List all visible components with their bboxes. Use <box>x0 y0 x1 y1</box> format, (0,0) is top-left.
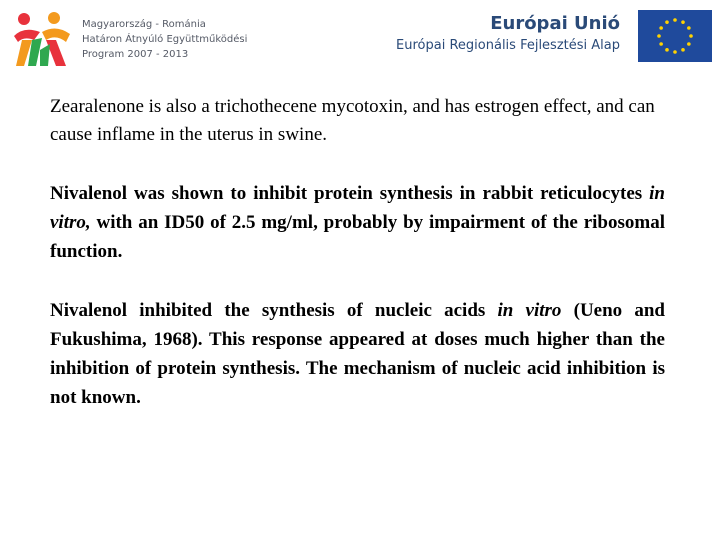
slide-content <box>50 93 665 412</box>
p3-italic: in vitro <box>497 300 562 321</box>
p2-text-b: with an ID50 of 2.5 mg/ml, probably by impairment of the ribosomal function. <box>50 212 665 262</box>
eu-star-icon <box>659 42 663 46</box>
paragraph-nivalenol-protein <box>50 179 665 266</box>
eu-star-icon <box>665 48 669 52</box>
eu-star-icon <box>657 34 661 38</box>
eu-flag-icon <box>638 10 712 62</box>
eu-star-icon <box>687 26 691 30</box>
program-line-1: Magyarország - Románia <box>82 19 206 30</box>
p2-text-a: Nivalenol was shown to inhibit protein synthesis in rabbit reticulocytes <box>50 183 650 204</box>
program-line-2: Határon Átnyúló Együttműködési <box>82 34 248 45</box>
eu-text-block <box>396 12 620 56</box>
eu-title: Európai Unió <box>490 13 620 34</box>
program-line-3: Program 2007 - 2013 <box>82 49 189 60</box>
eu-star-icon <box>681 20 685 24</box>
program-title <box>82 17 247 62</box>
page-header <box>0 0 720 72</box>
eu-star-icon <box>687 42 691 46</box>
eu-subtitle: Európai Regionális Fejlesztési Alap <box>396 38 620 53</box>
eu-star-icon <box>659 26 663 30</box>
paragraph-nivalenol-nucleic <box>50 296 665 412</box>
p3-text-a: Nivalenol inhibited the synthesis of nucleic acids <box>50 300 498 321</box>
paragraph-zearalenone: Zearalenone is also a trichothecene mycotoxin, and has estrogen effect, and can cause inflame in the uterus in swine. <box>50 96 655 145</box>
eu-star-icon <box>665 20 669 24</box>
eu-star-icon <box>673 50 677 54</box>
program-logo-icon <box>10 10 74 68</box>
p3-text-b: (Ueno and Fukushima, 1968). This response appeared at doses much higher than the inhibition of protein synthesis. The mechanism of nucleic acid inhibition is not known. <box>50 300 665 408</box>
eu-star-icon <box>681 48 685 52</box>
p2-italic: in vitro, <box>50 183 665 233</box>
eu-star-icon <box>673 18 677 22</box>
eu-star-icon <box>689 34 693 38</box>
